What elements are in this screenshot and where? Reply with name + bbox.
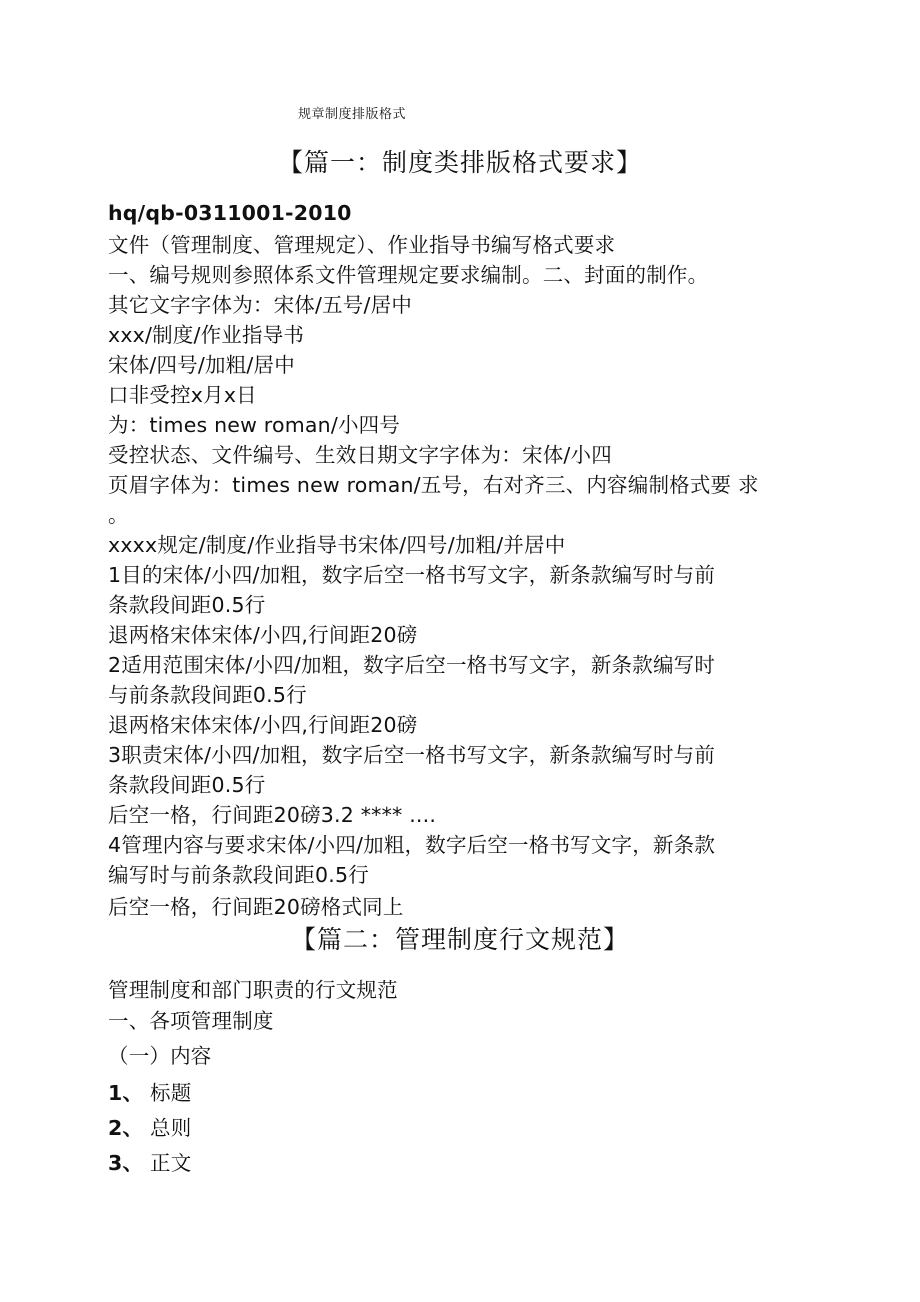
body-line: 条款段间距0.5行: [108, 773, 266, 797]
page-header: 规章制度排版格式: [298, 107, 407, 122]
body-line: 退两格宋体宋体/小四,行间距20磅: [108, 623, 418, 647]
list-item: [108, 1080, 191, 1106]
body-line: 页眉字体为：times new roman/五号，右对齐三、内容编制格式要 求: [108, 473, 759, 497]
body-line: 退两格宋体宋体/小四,行间距20磅: [108, 713, 418, 737]
body-line: 编写时与前条款段间距0.5行: [108, 863, 369, 887]
body-line: 与前条款段间距0.5行: [108, 683, 307, 707]
body-line: （一）内容: [108, 1044, 212, 1068]
body-line: 为：times new roman/小四号: [108, 413, 401, 437]
list-item: [108, 1150, 191, 1176]
body-line: xxxx规定/制度/作业指导书宋体/四号/加粗/并居中: [108, 533, 566, 557]
document-code: hq/qb-0311001-2010: [108, 201, 352, 225]
body-line: 条款段间距0.5行: [108, 593, 266, 617]
body-line: 后空一格，行间距20磅格式同上: [108, 895, 404, 919]
list-item-text: 标题: [150, 1081, 192, 1105]
body-line: 一、编号规则参照体系文件管理规定要求编制。二、封面的制作。: [108, 263, 709, 287]
body-line: 2适用范围宋体/小四/加粗，数字后空一格书写文字，新条款编写时: [108, 653, 716, 677]
list-item-number: 3、: [108, 1151, 144, 1175]
body-line: 管理制度和部门职责的行文规范: [108, 978, 398, 1002]
body-line: 口非受控x月x日: [108, 383, 257, 407]
body-line: 4管理内容与要求宋体/小四/加粗，数字后空一格书写文字，新条款: [108, 833, 716, 857]
body-line: 1目的宋体/小四/加粗，数字后空一格书写文字，新条款编写时与前: [108, 563, 716, 587]
body-line: 宋体/四号/加粗/居中: [108, 353, 295, 377]
body-line: xxx/制度/作业指导书: [108, 323, 305, 347]
section-2-heading: 【篇二：管理制度行文规范】: [290, 925, 629, 954]
list-item-text: 正文: [150, 1151, 192, 1175]
list-item-number: 1、: [108, 1081, 144, 1105]
section-1-heading: 【篇一：制度类排版格式要求】: [277, 148, 642, 177]
body-line: 其它文字字体为：宋体/五号/居中: [108, 293, 413, 317]
body-line: 一、各项管理制度: [108, 1009, 274, 1033]
body-line: 3职责宋体/小四/加粗，数字后空一格书写文字，新条款编写时与前: [108, 743, 716, 767]
body-line: 文件（管理制度、管理规定）、作业指导书编写格式要求: [108, 233, 616, 257]
list-item-number: 2、: [108, 1116, 144, 1140]
body-line: 受控状态、文件编号、生效日期文字字体为：宋体/小四: [108, 443, 612, 467]
list-item-text: 总则: [150, 1116, 192, 1140]
body-line: 。: [108, 503, 129, 527]
body-line: 后空一格，行间距20磅3.2 **** ....: [108, 803, 437, 827]
list-item: [108, 1115, 191, 1141]
